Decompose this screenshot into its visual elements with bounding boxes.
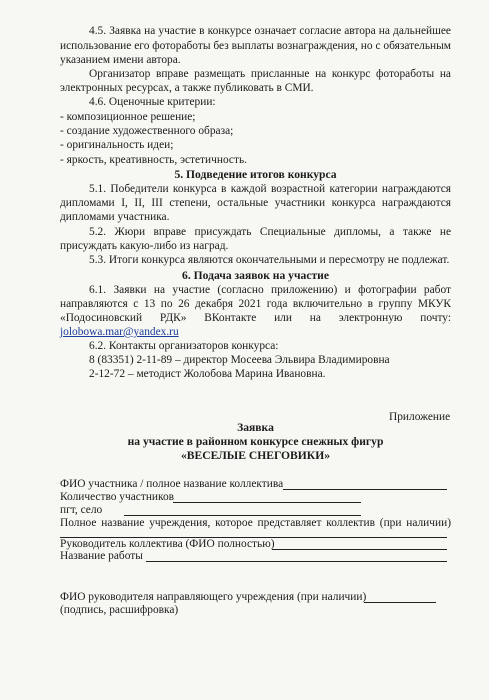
field-settlement-label: пгт, село bbox=[60, 504, 103, 516]
field-work-title-label: Название работы bbox=[60, 550, 143, 562]
clause-5-2-line1: 5.2. Жюри вправе присуждать Специальные дипломы, а также не bbox=[89, 226, 451, 238]
email-link[interactable]: jolobowa.mar@yandex.ru bbox=[60, 326, 179, 338]
section-6-heading: 6. Подача заявок на участие bbox=[182, 269, 329, 282]
clause-4-5-line3: указанием имени автора. bbox=[60, 54, 181, 66]
appendix-label: Приложение bbox=[389, 411, 451, 423]
field-institution-label: Полное название учреждения, которое представляет коллектив (при наличии) bbox=[60, 517, 451, 529]
clause-5-2-line2: присуждать какую-либо из наград. bbox=[60, 240, 229, 252]
clause-6-1-line3: «Подосиновский РДК» ВКонтакте или на электронную почту: bbox=[60, 312, 451, 324]
field-signature-hint: (подпись, расшифровка) bbox=[60, 604, 179, 616]
field-director-label: ФИО руководителя направляющего учреждения (при наличии) bbox=[60, 591, 367, 603]
field-work-title-line[interactable] bbox=[146, 561, 447, 562]
criteria-item: - композиционное решение; bbox=[60, 111, 196, 123]
clause-5-3: 5.3. Итоги конкурса являются окончательными и пересмотру не подлежат. bbox=[89, 254, 450, 266]
form-title: Заявка bbox=[237, 421, 274, 434]
contact-methodist: 2-12-72 – методист Жолобова Марина Ивановна. bbox=[89, 368, 326, 380]
clause-5-1-line1: 5.1. Победители конкурса в каждой возрастной категории награждаются bbox=[89, 183, 451, 195]
clause-6-2-title: 6.2. Контакты организаторов конкурса: bbox=[89, 340, 279, 352]
clause-4-5-line4: Организатор вправе размещать присланные на конкурс фотоработы на bbox=[89, 68, 451, 80]
clause-4-6-title: 4.6. Оценочные критерии: bbox=[89, 96, 216, 108]
section-5-heading: 5. Подведение итогов конкурса bbox=[174, 168, 337, 181]
clause-4-5-line1: 4.5. Заявка на участие в конкурсе означает согласие автора на дальнейшее bbox=[89, 25, 451, 37]
contest-name: «ВЕСЕЛЫЕ СНЕГОВИКИ» bbox=[180, 449, 331, 462]
field-leader-label: Руководитель коллектива (ФИО полностью) bbox=[60, 538, 275, 550]
field-leader-line[interactable] bbox=[272, 549, 447, 550]
field-participant-count-line[interactable] bbox=[173, 502, 361, 503]
clause-5-1-line2: дипломами I, II, III степени, остальные участники конкурса награждаются bbox=[60, 197, 451, 209]
clause-6-1-line2: направляются с 13 по 26 декабря 2021 года включительно в группу МКУК bbox=[60, 298, 451, 310]
clause-4-5-line2: использование его фотоработы без выплаты вознаграждения, но с обязательным bbox=[60, 40, 451, 52]
clause-6-1-line1: 6.1. Заявки на участие (согласно приложению) и фотографии работ bbox=[89, 284, 451, 296]
criteria-item: - яркость, креативность, эстетичность. bbox=[60, 154, 248, 166]
criteria-item: - создание художественного образа; bbox=[60, 125, 234, 137]
clause-4-5-line5: электронных ресурсах, а также публиковать в СМИ. bbox=[60, 82, 314, 94]
criteria-item: - оригинальность идеи; bbox=[60, 139, 174, 151]
contact-director: 8 (83351) 2-11-89 – директор Мосеева Эльвира Владимировна bbox=[89, 354, 390, 366]
field-participant-count-label: Количество участников bbox=[60, 491, 175, 503]
field-participant-name-label: ФИО участника / полное название коллектива bbox=[60, 478, 284, 490]
field-participant-name-line[interactable] bbox=[283, 489, 447, 490]
clause-5-1-line3: дипломами участника. bbox=[60, 211, 170, 223]
form-subtitle: на участие в районном конкурсе снежных фигур bbox=[127, 435, 384, 448]
field-director-line[interactable] bbox=[364, 602, 436, 603]
